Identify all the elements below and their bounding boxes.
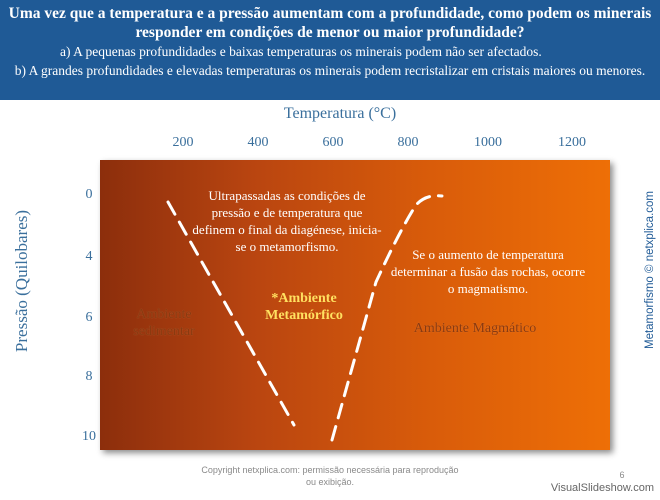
y-tick-label: 6 (85, 310, 93, 325)
x-tick-label: 1200 (558, 135, 586, 150)
copyright-text: Copyright netxplica.com: permissão necessária para reprodução ou exibição. (201, 465, 459, 487)
watermark-text: VisualSlideshow.com (550, 482, 654, 494)
x-tick-label: 400 (247, 135, 269, 150)
metamorphism-annotation: Ultrapassadas as condições de pressão e de temperatura que definem o final da diagénese, inicia-se o metamorfismo. (192, 188, 382, 254)
y-tick-label: 4 (85, 249, 93, 264)
option-b-text: b) A grandes profundidades e elevadas temperaturas os minerais podem recristalizar em cristais maiores ou menores. (14, 63, 646, 78)
metamorphic-zone-label: *Ambiente Metamórfico (265, 291, 343, 323)
page-number: 6 (619, 470, 625, 480)
side-credit-text: Metamorfismo © netxplica.com (644, 190, 656, 350)
x-tick-label: 600 (322, 135, 344, 150)
x-axis-title: Temperatura (°C) (283, 105, 397, 122)
x-tick-label: 1000 (474, 135, 502, 150)
magmatic-zone-label: Ambiente Magmático (413, 321, 537, 336)
diagram-plot-area (100, 160, 610, 450)
question-text: Uma vez que a temperatura e a pressão aumentam com a profundidade, como podem os minerais responder em condições de menor ou maior profundidade? (8, 5, 652, 41)
x-tick-label: 800 (397, 135, 419, 150)
y-tick-label: 8 (85, 369, 93, 384)
y-axis-title: Pressão (Quilobares) (12, 209, 31, 353)
y-tick-label: 10 (82, 429, 96, 444)
magmatism-annotation: Se o aumento de temperatura determinar a fusão das rochas, ocorre o magmatismo. (390, 247, 586, 296)
option-a-text: a) A pequenas profundidades e baixas temperaturas os minerais podem não ser afectados. (60, 44, 542, 59)
sedimentary-zone-label: Ambiente sedimentar (133, 307, 195, 339)
header-banner (0, 0, 660, 100)
y-tick-label: 0 (85, 187, 93, 202)
x-tick-label: 200 (172, 135, 194, 150)
